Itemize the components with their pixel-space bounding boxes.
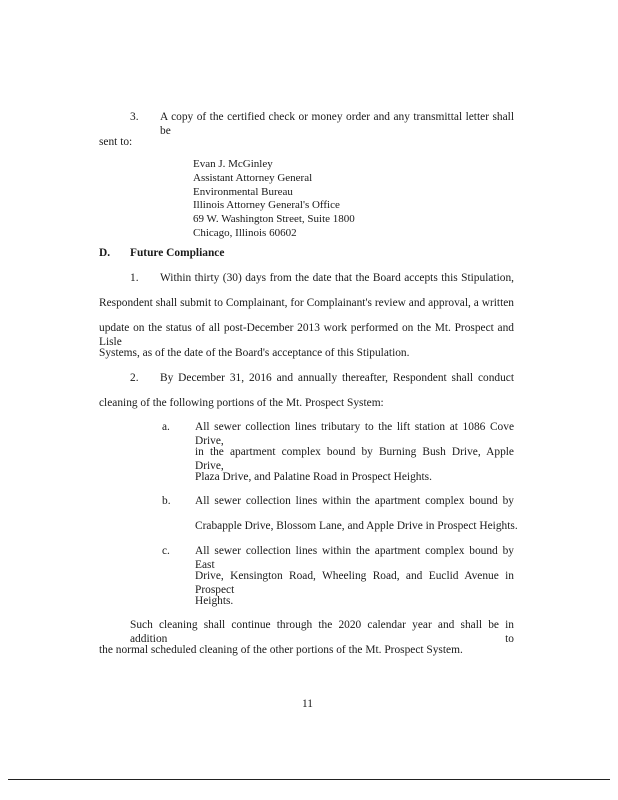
subitem-b-letter: b.: [162, 495, 171, 507]
subitem-b-line: Crabapple Drive, Blossom Lane, and Apple Drive in Prospect Heights.: [195, 520, 518, 532]
subitem-c-line: Heights.: [195, 595, 234, 607]
subitem-a-line: Plaza Drive, and Palatine Road in Prospect Heights.: [195, 471, 432, 483]
address-line: Assistant Attorney General: [193, 171, 313, 184]
subitem-b-line: All sewer collection lines within the apartment complex bound by: [195, 495, 514, 507]
para2-line: By December 31, 2016 and annually thereafter, Respondent shall conduct: [160, 372, 514, 384]
item3-line1: A copy of the certified check or money order and any transmittal letter shall be: [160, 111, 514, 137]
para1-line: Respondent shall submit to Complainant, for Complainant's review and approval, a written: [99, 297, 514, 309]
item3-number: 3.: [130, 111, 139, 123]
para1-line: update on the status of all post-December 2013 work performed on the Mt. Prospect and Lisle: [99, 322, 514, 348]
subitem-c-line: Drive, Kensington Road, Wheeling Road, and Euclid Avenue in Prospect: [195, 570, 514, 596]
address-block: [193, 158, 355, 241]
closing-line: Such cleaning shall continue through the 2020 calendar year and shall be in addition to: [130, 619, 514, 645]
para1-number: 1.: [130, 272, 139, 284]
address-line: Evan J. McGinley: [193, 158, 273, 170]
address-line: Environmental Bureau: [193, 185, 293, 198]
subitem-c-line: All sewer collection lines within the apartment complex bound by East: [195, 545, 514, 571]
address-line: 69 W. Washington Street, Suite 1800: [193, 213, 355, 226]
page-number: 11: [302, 698, 313, 710]
para2-line: cleaning of the following portions of the Mt. Prospect System:: [99, 397, 384, 409]
item3-line2: sent to:: [99, 136, 133, 148]
para1-line: Systems, as of the date of the Board's acceptance of this Stipulation.: [99, 347, 410, 359]
subitem-c-letter: c.: [162, 545, 170, 557]
subitem-a-line: in the apartment complex bound by Burning Bush Drive, Apple Drive,: [195, 446, 514, 472]
subitem-a-line: All sewer collection lines tributary to the lift station at 1086 Cove Drive,: [195, 421, 514, 447]
address-line: Illinois Attorney General's Office: [193, 199, 340, 212]
closing-line: the normal scheduled cleaning of the other portions of the Mt. Prospect System.: [99, 644, 463, 656]
section-d-letter: D.: [99, 247, 111, 259]
subitem-a-letter: a.: [162, 421, 170, 433]
section-d-title: Future Compliance: [130, 247, 225, 259]
para2-number: 2.: [130, 372, 139, 384]
para1-line: Within thirty (30) days from the date that the Board accepts this Stipulation,: [160, 272, 514, 284]
address-line: Chicago, Illinois 60602: [193, 226, 297, 239]
bottom-divider: [8, 779, 610, 780]
